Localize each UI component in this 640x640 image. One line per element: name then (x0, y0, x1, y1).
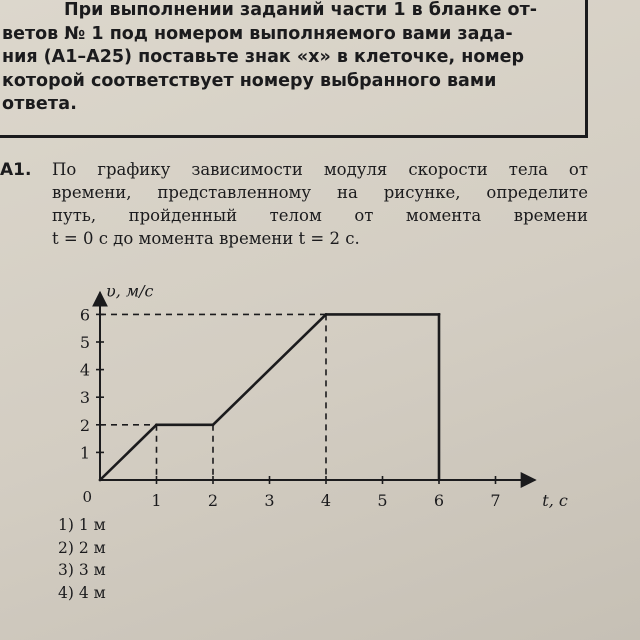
x-tick-label-1: 1 (151, 491, 162, 510)
x-tick-label-3: 3 (264, 491, 275, 510)
x-tick-label-5: 5 (377, 491, 388, 510)
answer-option-2[interactable]: 2) 2 м (58, 538, 106, 557)
y-tick-label-2: 2 (79, 415, 90, 435)
answer-options (58, 514, 106, 604)
instructions-box (0, 0, 588, 138)
x-tick-label-7: 7 (490, 491, 501, 510)
y-tick-label-3: 3 (79, 388, 90, 408)
data-point-6 (438, 479, 441, 482)
question-line: По графику зависимости модуля скорости тела от (52, 160, 588, 179)
velocity-time-chart (79, 272, 568, 512)
y-tick-label-4: 4 (79, 360, 90, 380)
x-tick-label-4: 4 (320, 491, 332, 510)
instructions-line: ветов № 1 под номером выполняемого вами зада- (2, 23, 513, 44)
question-line: путь, пройденный телом от момента времени (52, 206, 588, 225)
instructions-text (2, 0, 580, 117)
answer-option-1[interactable]: 1) 1 м (58, 516, 106, 534)
question-number: А1. (0, 160, 32, 180)
y-axis-label: υ, м/с (106, 281, 154, 301)
velocity-graph-line (100, 314, 439, 480)
data-point-5 (438, 313, 441, 316)
y-tick-label-5: 5 (79, 333, 90, 352)
answer-option-3[interactable]: 3) 3 м (58, 561, 106, 579)
x-axis-label: t, с (542, 491, 568, 510)
x-tick-label-6: 6 (433, 491, 445, 510)
instructions-line: ния (А1–А25) поставьте знак «х» в клеточке, номер (2, 47, 525, 67)
data-point-3 (212, 423, 215, 426)
data-point-1 (99, 479, 102, 482)
question-line: t = 0 с до момента времени t = 2 с. (52, 229, 360, 248)
y-tick-label-6: 6 (79, 305, 90, 325)
origin-label: 0 (82, 488, 92, 506)
data-point-4 (325, 313, 328, 316)
x-tick-label-2: 2 (207, 491, 219, 510)
question-line: времени, представленному на рисунке, определите (52, 183, 588, 202)
answer-option-4[interactable]: 4) 4 м (58, 583, 106, 602)
y-tick-label-1: 1 (79, 443, 90, 463)
instructions-line: ответа. (2, 94, 78, 114)
data-point-2 (155, 423, 158, 426)
question-text (52, 158, 588, 250)
instructions-line: При выполнении заданий части 1 в бланке от- (64, 0, 537, 20)
instructions-line: которой соответствует номеру выбранного вами (2, 70, 497, 91)
